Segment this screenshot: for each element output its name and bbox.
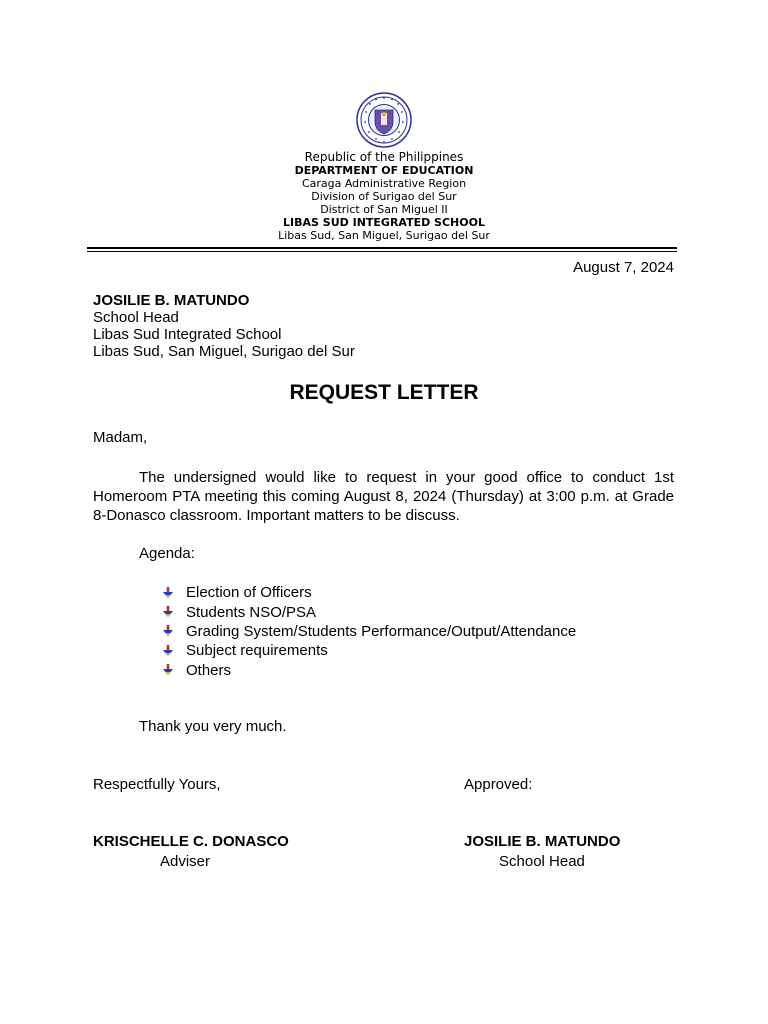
region-line: Caraga Administrative Region xyxy=(301,177,467,190)
letterhead xyxy=(0,150,768,242)
department-line: DEPARTMENT OF EDUCATION xyxy=(294,164,474,177)
letter-title: REQUEST LETTER xyxy=(289,381,479,404)
complimentary-close: Respectfully Yours, xyxy=(93,776,221,793)
list-item xyxy=(162,622,576,641)
agenda-item-text: Grading System/Students Performance/Output/Attendance xyxy=(186,622,577,640)
list-item xyxy=(162,583,576,602)
school-address-line: Libas Sud, San Miguel, Surigao del Sur xyxy=(278,229,490,242)
recipient-school: Libas Sud Integrated School xyxy=(93,326,282,343)
sender-role: Adviser xyxy=(160,853,211,870)
arrow-bullet-icon xyxy=(162,606,186,618)
deped-seal-logo xyxy=(352,92,416,148)
list-item xyxy=(162,602,576,621)
arrow-bullet-icon xyxy=(162,587,186,599)
approver-name: JOSILIE B. MATUNDO xyxy=(464,833,621,850)
agenda-item-text: Others xyxy=(186,661,232,679)
approver-role: School Head xyxy=(499,853,585,870)
recipient-address: Libas Sud, San Miguel, Surigao del Sur xyxy=(93,343,355,360)
arrow-bullet-icon xyxy=(162,625,186,637)
agenda-item-text: Election of Officers xyxy=(186,584,312,602)
school-name-line: LIBAS SUD INTEGRATED SCHOOL xyxy=(283,216,485,229)
arrow-bullet-icon xyxy=(162,664,186,676)
recipient-name: JOSILIE B. MATUNDO xyxy=(93,292,250,309)
agenda-item-text: Students NSO/PSA xyxy=(186,603,317,621)
agenda-label: Agenda: xyxy=(139,545,195,562)
division-line: Division of Surigao del Sur xyxy=(311,190,457,203)
approved-label: Approved: xyxy=(464,776,533,793)
republic-line: Republic of the Philippines xyxy=(304,150,464,164)
recipient-position: School Head xyxy=(93,309,179,326)
salutation: Madam, xyxy=(93,429,148,446)
letterhead-divider-thin xyxy=(87,251,677,252)
list-item xyxy=(162,661,576,680)
letterhead-divider-thick xyxy=(87,247,677,249)
agenda-list xyxy=(162,583,576,680)
agenda-item-text: Subject requirements xyxy=(186,642,328,660)
sender-name: KRISCHELLE C. DONASCO xyxy=(93,833,289,850)
arrow-bullet-icon xyxy=(162,645,186,657)
district-line: District of San Miguel II xyxy=(320,203,448,216)
letter-date: August 7, 2024 xyxy=(573,259,674,276)
recipient-block xyxy=(93,292,355,360)
list-item xyxy=(162,641,576,660)
closing-thanks: Thank you very much. xyxy=(139,718,287,735)
body-paragraph: The undersigned would like to request in your good office to conduct 1st Homeroom PTA meeting this coming August 8, 2024 (Thursday) at 3:00 p.m. at Grade 8-Donasco classroom. Important matters to be discuss. xyxy=(93,469,674,524)
